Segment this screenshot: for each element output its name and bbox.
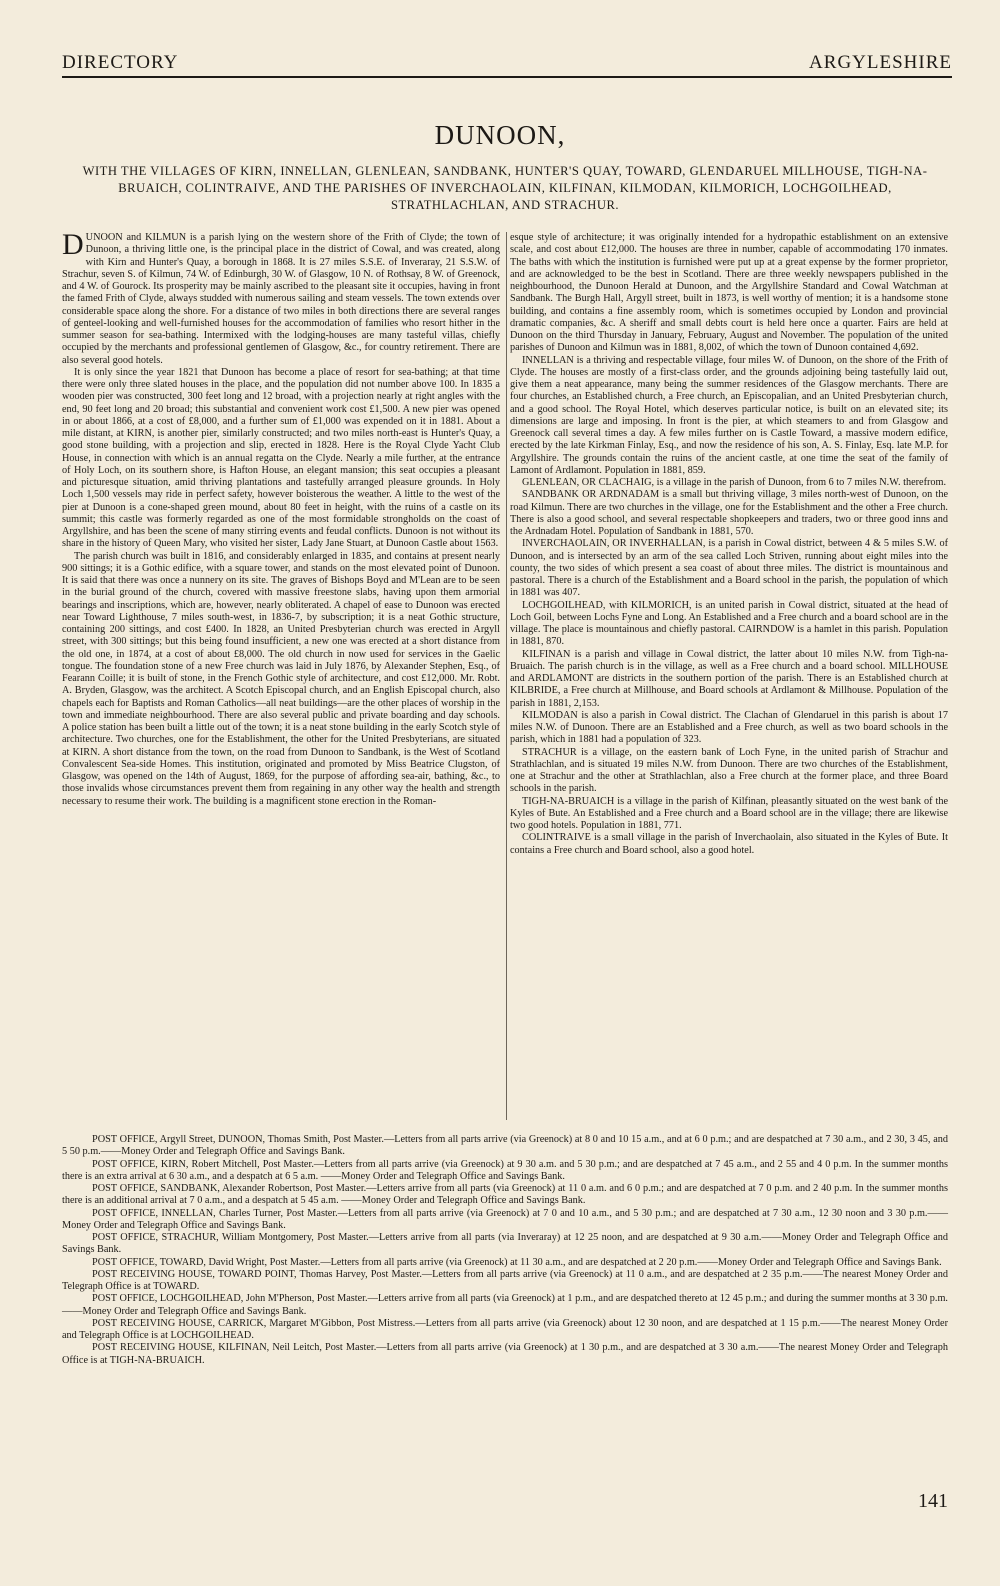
post-office-entry: POST RECEIVING HOUSE, TOWARD POINT, Thomas Harvey, Post Master.—Letters from all parts arrive (via Greenock) at 11 0 a.m., and are despatched at 2 35 p.m.——The nearest Money Order and Telegraph Office is at TOWARD.: [62, 1268, 948, 1292]
post-office-entry: POST OFFICE, STRACHUR, William Montgomery, Post Master.—Letters arrive from all parts (via Inveraray) at 12 25 noon, and are despatched at 9 30 a.m.——Money Order and Telegraph Office and Savings Bank.: [62, 1232, 948, 1256]
header-left: DIRECTORY: [62, 52, 179, 73]
post-office-entry: POST OFFICE, Argyll Street, DUNOON, Thomas Smith, Post Master.—Letters from all parts arrive (via Greenock) at 8 0 and 10 15 a.m., and at 6 0 p.m.; and are despatched at 7 30 a.m., and 2 30, 3 45, and 5 50 p.m.——Money Order and Telegraph Office and Savings Bank.: [62, 1134, 948, 1158]
page-number: 141: [918, 1490, 948, 1512]
paragraph: SANDBANK OR ARDNADAM is a small but thriving village, 3 miles north-west of Dunoon, on the road Kilmun. There are two churches in the village, one for the Establishment and the other a Free church. There is also a good school, and several respectable shopkeepers and traders, two or three good inns and the Ardnadam Hotel. Population of Sandbank in 1881, 570.: [510, 489, 948, 537]
paragraph-text: UNOON and KILMUN is a parish lying on the western shore of the Frith of Clyde; the town of Dunoon, a thriving little one, is the principal place in the district of Cowal, and was created, along with Kirn and Hunter's Quay, a borough in 1868. It is 27 miles S.S.E. of Inveraray, 21 S.S.W. of Strachur, seven S. of Kilmun, 74 W. of Edinburgh, 30 W. of Glasgow, 10 N. of Rothsay, 8 W. of Greenock, and 4 W. of Gourock. Its prosperity may be mainly ascribed to the pleasant site it occupies, having in front the famed Frith of Clyde, always studded with numerous sailing and steam vessels. The town extends over considerable space along the shore. For a distance of two miles in both directions there are several ranges of genteel-looking and well-furnished houses for the accommodation of families who resort hither in the summer season for sea-bathing. Intermixed with the lodging-houses are many tasteful villas, chiefly occupied by the merchants and professional gentlemen of Glasgow, &c., for country retirement. There are also several good hotels.: [62, 232, 500, 366]
post-office-listings: [62, 1134, 948, 1367]
post-office-entry: POST RECEIVING HOUSE, KILFINAN, Neil Leitch, Post Master.—Letters from all parts arrive (via Greenock) at 1 30 p.m., and are despatched at 3 30 a.m.——The nearest Money Order and Telegraph Office is at TIGH-NA-BRUAICH.: [62, 1342, 948, 1366]
post-office-entry: POST OFFICE, LOCHGOILHEAD, John M'Pherson, Post Master.—Letters arrive from all parts (via Greenock) at 1 p.m., and are despatched thereto at 12 45 p.m.; and during the summer months at 3 30 p.m.——Money Order and Telegraph Office and Savings Bank.: [62, 1293, 948, 1317]
running-header: [62, 50, 952, 74]
paragraph: esque style of architecture; it was originally intended for a hydropathic establishment on an extensive scale, and cost about £12,000. The houses are three in number, capable of accommodating 170 inmates. The baths with which the institution is furnished were put up at a great expense by the former proprietor, and are acknowledged to be the best in Scotland. There are three weekly newspapers published in the neighbourhood, the Dunoon Herald at Dunoon, and the Argyllshire Standard and Cowal Watchman at Sandbank. The Burgh Hall, Argyll street, built in 1873, is well worthy of mention; it is a handsome stone building, and contains a fine assembly room, which is sometimes occupied by London and provincial dramatic companies, &c. A sheriff and small debts court is held here once a quarter. Fairs are held at Dunoon on the third Thursday in January, February, August and November. The population of the united parishes of Dunoon and Kilmun was in 1881, 8,002, of which the town of Dunoon contained 4,692.: [510, 232, 948, 354]
paragraph: STRACHUR is a village, on the eastern bank of Loch Fyne, in the united parish of Strachur and Strathlachlan, and is situated 19 miles N.W. from Dunoon. There are two churches of the Establishment, one at Strachur and the other at Strathlachlan, also a Free church at the former place, and three Board schools in the parish.: [510, 746, 948, 795]
post-office-entry: POST OFFICE, KIRN, Robert Mitchell, Post Master.—Letters from all parts arrive (via Greenock) at 9 30 a.m. and 5 30 p.m.; and are despatched at 7 45 a.m., and 2 55 and 4 0 p.m. In the summer months there is an extra arrival at 6 30 a.m., and a despatch at 6 5 a.m. ——Money Order and Telegraph Office and Savings Bank.: [62, 1158, 948, 1182]
header-rule: [62, 76, 952, 78]
header-right: ARGYLESHIRE: [809, 52, 952, 73]
post-office-entry: POST OFFICE, TOWARD, David Wright, Post Master.—Letters from all parts arrive (via Greenock) at 11 30 a.m., and are despatched at 2 20 p.m.——Money Order and Telegraph Office and Savings Bank.: [92, 1256, 942, 1268]
post-office-entry: POST OFFICE, SANDBANK, Alexander Robertson, Post Master.—Letters arrive from all parts (via Greenock) at 11 0 a.m. and 6 0 p.m.; and are despatched at 7 0 p.m. and 2 40 p.m. In the summer months there is an additional arrival at 7 0 a.m., and a despatch at 5 45 a.m. ——Money Order and Telegraph Office and Savings Bank.: [62, 1183, 948, 1207]
page-title: DUNOON,: [434, 120, 566, 150]
left-column: [62, 232, 500, 1122]
post-office-entry: POST RECEIVING HOUSE, CARRICK, Margaret M'Gibbon, Post Mistress.—Letters from all parts arrive (via Greenock) about 12 30 noon, and are despatched at 1 15 p.m.——The nearest Money Order and Telegraph Office is at LOCHGOILHEAD.: [62, 1317, 948, 1341]
post-office-entry: POST OFFICE, INNELLAN, Charles Turner, Post Master.—Letters from all parts arrive (via Greenock) at 7 0 and 10 a.m., and 5 30 p.m.; and are despatched at 7 30 a.m., 12 30 noon and 3 30 p.m.——Money Order and Telegraph Office and Savings Bank.: [62, 1207, 948, 1231]
paragraph: INNELLAN is a thriving and respectable village, four miles W. of Dunoon, on the shore of the Frith of Clyde. The houses are mostly of a first-class order, and the grounds adjoining being tastefully laid out, give them a neat appearance, many being the summer residences of the Glasgow merchants. There are four churches, an Established church, a Free church, an Episcopalian, and an United Presbyterian church, and a good school. The Royal Hotel, which deserves particular notice, is built on an elevated site; its dimensions are large and imposing. In front is the pier, at which steamers to and from Glasgow and Greenock call several times a day. A few miles further on is Castle Toward, a massive modern edifice, erected by the late Kirkman Finlay, Esq., and now the residence of his son, A. S. Finlay, Esq. late M.P. for Argyllshire. The grounds contain the ruins of the ancient castle, at one time the seat of the family of Lamont of Ardlamont. Population in 1881, 859.: [510, 354, 948, 476]
body-columns: [62, 232, 948, 1122]
paragraph: KILFINAN is a parish and village in Cowal district, the latter about 10 miles N.W. from Tigh-na-Bruaich. The parish church is in the village, as well as a Free church and a board school. MILLHOUSE and ARDLAMONT are districts in the southern portion of the parish. There is an Established church at KILBRIDE, a Free church at Millhouse, and Board schools at Ardlamont & Millhouse. Population of the parish in 1881, 2,153.: [510, 648, 948, 709]
paragraph: INVERCHAOLAIN, OR INVERHALLAN, is a parish in Cowal district, between 4 & 5 miles S.W. of Dunoon, and is intersected by an arm of the sea called Loch Striven, running about eight miles into the county, the two sides of which present a sea coast of about three miles. The district is mountainous and pastoral. There is a church of the Establishment and a Board school in the parish, the population of which in 1881 was 407.: [510, 538, 948, 599]
paragraph: It is only since the year 1821 that Dunoon has become a place of resort for sea-bathing; at that time there were only three slated houses in the place, and the population did not number above 100. In 1835 a wooden pier was constructed, 300 feet long and 12 broad, with a projection nearly at right angles with the end, 90 feet long and 20 broad; this substantial and convenient work cost £1,500. A new pier was opened in or about 1866, at a cost of £8,000, and a further sum of £1,000 was expended on it in 1881. About a mile distant, at KIRN, is another pier, similarly constructed; and two miles north-east is Hunter's Quay, a good stone building, with a projection and slip, erected in 1828. Here is the Royal Clyde Yacht Club House, in connection with which is an annual regatta on the Clyde. Nearly a mile further, at the entrance of Holy Loch, on its southern shore, is Hafton House, an elegant mansion; this seat occupies a pleasant and picturesque situation, amid thriving plantations and tastefully arranged pleasure grounds. In Holy Loch 1,500 vessels may ride in perfect safety, however boisterous the weather. A little to the west of the pier at Dunoon is a cone-shaped green mound, about 80 feet in height, with the ruins of a castle on its summit; this castle was formerly regarded as one of the most formidable strongholds on the coast of Argyllshire, and has been the scene of many stirring events and feudal conflicts. Dunoon is not without its share in the history of Queen Mary, who visited her sister, Lady Jane Stuart, at Dunoon Castle about 1563.: [62, 366, 500, 550]
page-subtitle: WITH THE VILLAGES OF KIRN, INNELLAN, GLENLEAN, SANDBANK, HUNTER'S QUAY, TOWARD, GLENDARUEL MILLHOUSE, TIGH-NA-BRUAICH, COLINTRAIVE, AND THE PARISHES OF INVERCHAOLAIN, KILFINAN, KILMODAN, KILMORICH, LOCHGOILHEAD, STRATHLACHLAN, AND STRACHUR.: [82, 164, 928, 212]
paragraph: GLENLEAN, OR CLACHAIG, is a village in the parish of Dunoon, from 6 to 7 miles N.W. therefrom.: [522, 477, 947, 488]
paragraph: The parish church was built in 1816, and considerably enlarged in 1835, and contains at present nearly 900 sittings; it is a Gothic edifice, with a square tower, and stands on the most elevated point of Dunoon. It is said that there was once a nunnery on its site. The graves of Bishops Boyd and M'Lean are to be seen in the burial ground of the church, covered with massive freestone slabs, having upon them armorial bearings and inscriptions, which are, however, nearly obliterated. A chapel of ease to Dunoon was erected near Toward Lighthouse, 7 miles south-west, in 1836-7, by subscription; it is a neat Gothic structure, containing 200 sittings, and cost £400. In 1828, an United Presbyterian church was erected in Argyll street, with 300 sittings; but this being found insufficient, a new one was erected at a short distance from the old one, in 1874, at a cost of about £8,000. The old church in now used for services in the Gaelic tongue. The foundation stone of a new Free church was laid in July 1876, by Alexander Stephen, Esq., of Fearann Coille; it is built of stone, in the French Gothic style of architecture, and cost £12,000. Mr. Robt. A. Bryden, Glasgow, was the architect. A Scotch Episcopal church, and an English Episcopal church, also chapels each for Baptists and Roman Catholics—all neat buildings—are the other places of worship in the town and immediate neighbourhood. There are also several public and private boarding and day schools. A police station has been built a little out of the town; it is a neat stone building in the early Scotch style of architecture. Two churches, one for the Establishment, the other for the United Presbyterians, are situated at KIRN. A short distance from the town, on the road from Dunoon to Sandbank, is the West of Scotland Convalescent Sea-side Homes. This institution, originated and promoted by Miss Beatrice Clugston, of Glasgow, was opened on the 14th of August, 1869, for the purpose of affording sea-air, bathing, &c., to those invalids whose circumstances prevent them from regaining in any other way the health and strength necessary to resume their work. The building is a magnificent stone erection in the Roman-: [62, 550, 500, 807]
paragraph: LOCHGOILHEAD, with KILMORICH, is an united parish in Cowal district, situated at the head of Loch Goil, between Lochs Fyne and Long. An Established and a Free church and a board school are in the village. The place is mountainous and chiefly pastoral. CAIRNDOW is a hamlet in this parish. Population in 1881, 870.: [510, 599, 948, 648]
right-column: [510, 232, 948, 1122]
paragraph: COLINTRAIVE is a small village in the parish of Inverchaolain, also situated in the Kyles of Bute. It contains a Free church and Board school, also a good hotel.: [510, 832, 948, 856]
drop-cap: D: [62, 232, 84, 261]
paragraph: [62, 232, 500, 367]
paragraph: KILMODAN is also a parish in Cowal district. The Clachan of Glendaruel in this parish is about 17 miles N.W. of Dunoon. There are an Established and a Free church, as well as two board schools in the parish, which in 1881 had a population of 323.: [510, 709, 948, 746]
column-divider: [506, 232, 507, 1120]
paragraph: TIGH-NA-BRUAICH is a village in the parish of Kilfinan, pleasantly situated on the west bank of the Kyles of Bute. An Established and a Free church and a Board school are in the village; there are likewise two good hotels. Population in 1881, 771.: [510, 795, 948, 831]
